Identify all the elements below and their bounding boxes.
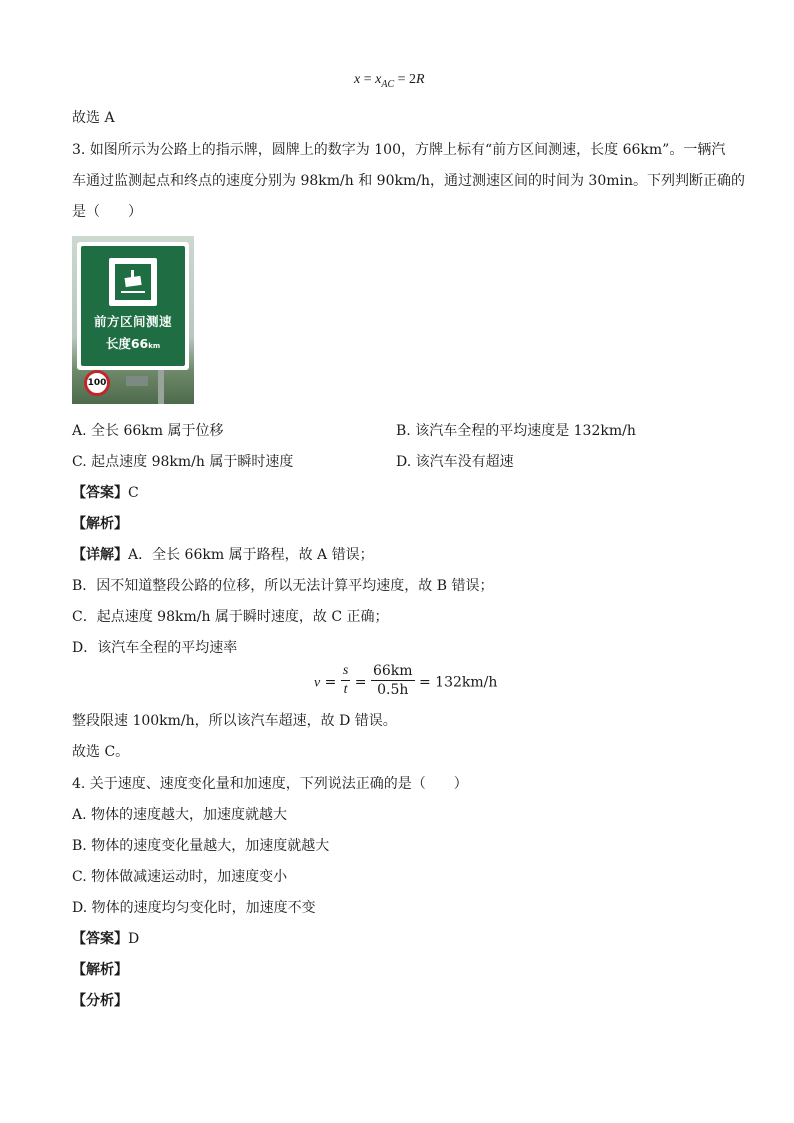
formula-x: x bbox=[354, 72, 361, 87]
q3-stem-line2: 车通过监测起点和终点的速度分别为 98km/h 和 90km/h，通过测速区间的时间为 30min。下列判断正确的 bbox=[72, 173, 745, 189]
q4-option-c: C. 物体做减速运动时，加速度变小 bbox=[72, 869, 288, 885]
q3-option-a: A. 全长 66km 属于位移 bbox=[72, 423, 224, 439]
formula-equals-2: = 2 bbox=[394, 72, 417, 87]
q4-option-d: D. 物体的速度均匀变化时，加速度不变 bbox=[72, 900, 316, 916]
top-formula bbox=[354, 70, 425, 91]
formula-subscript: AC bbox=[381, 79, 395, 90]
q4-option-a: A. 物体的速度越大，加速度就越大 bbox=[72, 807, 288, 823]
q3-stem-line3: 是（ ） bbox=[72, 204, 142, 220]
q3-option-c: C. 起点速度 98km/h 属于瞬时速度 bbox=[72, 454, 294, 470]
sign-text-line2 bbox=[81, 334, 185, 352]
sign-length: 长度66 bbox=[105, 336, 149, 351]
answer-value: D bbox=[128, 931, 140, 947]
q4-option-b: B. 物体的速度变化量越大，加速度就越大 bbox=[72, 838, 330, 854]
q3-detail-c: C．起点速度 98km/h 属于瞬时速度，故 C 正确； bbox=[72, 609, 389, 625]
q3-detail-d2: 整段限速 100km/h，所以该汽车超速，故 D 错误。 bbox=[72, 713, 397, 729]
q3-answer bbox=[72, 483, 139, 503]
sign-pole bbox=[158, 370, 164, 404]
answer-label: 【答案】 bbox=[72, 931, 128, 947]
q3-stem-line1: 3. 如图所示为公路上的指示牌，圆牌上的数字为 100，方牌上标有“前方区间测速，长度 66km”。一辆汽 bbox=[72, 142, 726, 158]
formula-eq2: = bbox=[350, 674, 371, 691]
q3-analysis-label: 【解析】 bbox=[72, 516, 128, 532]
q4-answer bbox=[72, 929, 139, 949]
q4-stem: 4. 关于速度、速度变化量和加速度，下列说法正确的是（ ） bbox=[72, 776, 468, 792]
fraction-s-over-t bbox=[341, 662, 350, 699]
formula-v: v bbox=[314, 675, 321, 691]
fraction-66km-over-05h bbox=[371, 662, 415, 699]
q3-detail-d: D．该汽车全程的平均速率 bbox=[72, 640, 238, 656]
fraction-denominator: t bbox=[343, 682, 348, 697]
sign-icon-frame bbox=[109, 258, 157, 306]
q3-conclusion: 故选 C。 bbox=[72, 744, 130, 760]
fraction-denominator-2: 0.5h bbox=[377, 682, 409, 698]
speed-camera-icon bbox=[115, 264, 151, 300]
q4-analyze-label: 【分析】 bbox=[72, 993, 128, 1009]
speed-limit-sign: 100 bbox=[84, 370, 110, 396]
q3-speed-formula bbox=[314, 664, 497, 701]
answer-value: C bbox=[128, 485, 139, 501]
q3-detail-b: B．因不知道整段公路的位移，所以无法计算平均速度，故 B 错误； bbox=[72, 578, 494, 594]
formula-eq1: = bbox=[320, 674, 341, 691]
sign-green-panel bbox=[81, 246, 185, 366]
q3-option-d: D. 该汽车没有超速 bbox=[396, 454, 514, 470]
detail-label: 【详解】 bbox=[72, 547, 128, 563]
detail-a-text: A．全长 66km 属于路程，故 A 错误； bbox=[128, 547, 374, 563]
answer-label: 【答案】 bbox=[72, 485, 128, 501]
formula-r: R bbox=[416, 72, 425, 87]
sign-text-line1: 前方区间测速 bbox=[93, 314, 172, 329]
previous-answer: 故选 A bbox=[72, 110, 115, 126]
formula-result: = 132km/h bbox=[414, 674, 498, 691]
sign-board bbox=[77, 242, 189, 370]
q3-option-b: B. 该汽车全程的平均速度是 132km/h bbox=[396, 423, 636, 439]
q3-detail-a bbox=[72, 545, 374, 565]
formula-x-ac: x bbox=[375, 72, 382, 87]
formula-equals: = bbox=[360, 72, 376, 87]
fraction-numerator-2: 66km bbox=[372, 663, 413, 679]
q4-analysis-label: 【解析】 bbox=[72, 962, 128, 978]
background-building bbox=[126, 376, 148, 386]
fraction-numerator: s bbox=[341, 662, 350, 681]
sign-unit: km bbox=[148, 342, 161, 350]
road-sign-photo bbox=[72, 236, 194, 404]
